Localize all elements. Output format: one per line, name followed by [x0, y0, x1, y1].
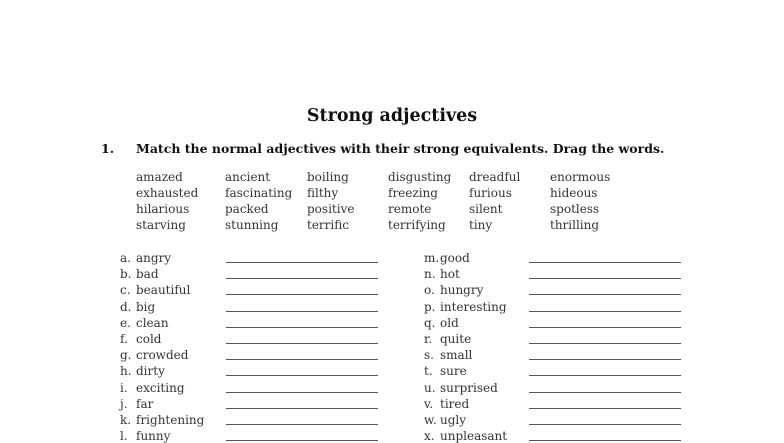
answer-drop-zone[interactable]: [529, 392, 681, 393]
word-bank-item[interactable]: spotless: [550, 202, 600, 216]
answer-drop-zone[interactable]: [226, 343, 378, 344]
word-bank-item[interactable]: fascinating: [225, 186, 293, 200]
answer-drop-zone[interactable]: [529, 408, 681, 409]
item-word: beautiful: [136, 283, 191, 298]
item-word: bad: [136, 267, 159, 282]
word-bank-item[interactable]: furious: [469, 186, 512, 200]
answer-drop-zone[interactable]: [226, 359, 378, 360]
word-bank-item[interactable]: enormous: [550, 170, 611, 184]
item-word: good: [440, 251, 470, 265]
item-letter: i.: [120, 380, 128, 395]
word-bank-item[interactable]: ancient: [225, 170, 271, 184]
item-word: crowded: [136, 348, 189, 363]
word-bank-item[interactable]: starving: [136, 218, 186, 232]
answer-drop-zone[interactable]: [226, 262, 378, 263]
item-letter: j.: [120, 396, 128, 411]
item-word: ugly: [440, 413, 467, 427]
word-bank-item[interactable]: stunning: [225, 218, 279, 232]
word-bank-item[interactable]: freezing: [388, 186, 438, 200]
item-letter: m.: [424, 251, 440, 265]
word-bank-item[interactable]: hideous: [550, 186, 598, 200]
instruction-number: 1.: [101, 141, 115, 156]
item-word: frightening: [136, 413, 205, 427]
item-word: sure: [440, 364, 467, 379]
answer-drop-zone[interactable]: [226, 294, 378, 295]
item-word: unpleasant: [440, 429, 508, 443]
item-letter: v.: [424, 396, 434, 411]
item-word: far: [136, 396, 154, 411]
word-bank-item[interactable]: hilarious: [136, 202, 190, 216]
item-letter: h.: [120, 364, 132, 379]
item-letter: e.: [120, 315, 131, 330]
item-letter: o.: [424, 283, 435, 298]
word-bank-item[interactable]: dreadful: [469, 170, 521, 184]
item-letter: a.: [120, 251, 131, 265]
answer-drop-zone[interactable]: [226, 408, 378, 409]
item-letter: k.: [120, 413, 132, 427]
item-letter: x.: [424, 429, 435, 443]
answer-drop-zone[interactable]: [529, 359, 681, 360]
answer-drop-zone[interactable]: [226, 311, 378, 312]
item-word: surprised: [440, 380, 498, 395]
item-word: angry: [136, 251, 172, 265]
item-letter: q.: [424, 315, 436, 330]
item-letter: g.: [120, 348, 132, 363]
item-letter: p.: [424, 299, 436, 314]
item-letter: r.: [424, 332, 433, 346]
answer-drop-zone[interactable]: [226, 424, 378, 425]
item-letter: d.: [120, 299, 132, 314]
item-letter: f.: [120, 332, 128, 346]
word-bank-item[interactable]: boiling: [307, 170, 349, 184]
page-title: Strong adjectives: [306, 106, 478, 126]
word-bank-item[interactable]: silent: [469, 202, 503, 216]
answer-drop-zone[interactable]: [529, 294, 681, 295]
item-letter: w.: [424, 413, 437, 427]
item-letter: n.: [424, 267, 436, 282]
answer-drop-zone[interactable]: [226, 392, 378, 393]
item-letter: l.: [120, 429, 128, 443]
word-bank-item[interactable]: filthy: [307, 186, 339, 200]
item-word: quite: [440, 332, 472, 346]
answer-drop-zone[interactable]: [226, 327, 378, 328]
word-bank-item[interactable]: tiny: [469, 218, 493, 232]
answer-drop-zone[interactable]: [226, 278, 378, 279]
item-word: funny: [136, 429, 171, 443]
item-word: cold: [136, 332, 162, 346]
item-letter: s.: [424, 348, 434, 363]
item-word: exciting: [136, 380, 185, 395]
item-word: old: [440, 315, 459, 330]
item-word: clean: [136, 315, 169, 330]
word-bank-item[interactable]: amazed: [136, 170, 183, 184]
item-letter: u.: [424, 380, 436, 395]
answer-drop-zone[interactable]: [529, 262, 681, 263]
item-word: interesting: [440, 299, 507, 314]
word-bank-item[interactable]: disgusting: [388, 170, 452, 184]
answer-drop-zone[interactable]: [529, 278, 681, 279]
item-word: hot: [440, 267, 460, 282]
item-letter: b.: [120, 267, 132, 282]
word-bank-item[interactable]: exhausted: [136, 186, 199, 200]
instruction-text: Match the normal adjectives with their strong equivalents. Drag the words.: [136, 141, 665, 156]
item-word: tired: [440, 396, 470, 411]
item-word: dirty: [136, 364, 165, 379]
word-bank-item[interactable]: positive: [307, 202, 355, 216]
answer-drop-zone[interactable]: [226, 375, 378, 376]
word-bank-item[interactable]: terrific: [307, 218, 349, 232]
word-bank-item[interactable]: thrilling: [550, 218, 600, 232]
word-bank-item[interactable]: remote: [388, 202, 432, 216]
item-letter: c.: [120, 283, 131, 298]
answer-drop-zone[interactable]: [529, 424, 681, 425]
word-bank-item[interactable]: packed: [225, 202, 269, 216]
answer-drop-zone[interactable]: [529, 375, 681, 376]
word-bank-item[interactable]: terrifying: [388, 218, 446, 232]
answer-drop-zone[interactable]: [529, 327, 681, 328]
item-word: small: [440, 348, 473, 363]
answer-drop-zone[interactable]: [529, 343, 681, 344]
item-word: big: [136, 299, 156, 314]
item-letter: t.: [424, 364, 433, 379]
answer-drop-zone[interactable]: [529, 311, 681, 312]
item-word: hungry: [440, 283, 484, 298]
